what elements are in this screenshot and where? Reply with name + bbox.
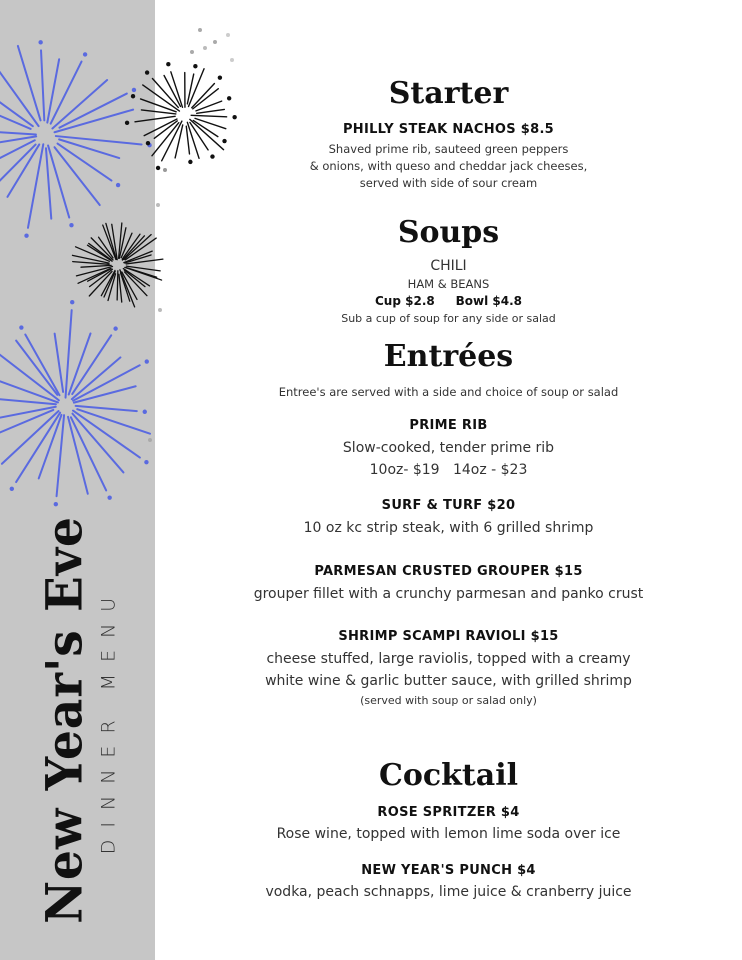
soup-item: HAM & BEANS xyxy=(407,277,490,291)
sidebar-title-block xyxy=(0,500,155,940)
menu-item-name: PHILLY STEAK NACHOS $8.5 xyxy=(342,122,555,137)
firework-blue-top-icon xyxy=(0,40,152,238)
section-title-cocktail: Cocktail xyxy=(378,758,519,793)
firework-blue-bottom-icon xyxy=(0,300,150,506)
menu-item-desc: Rose wine, topped with lemon lime soda over ice xyxy=(276,826,621,842)
menu-subtitle: DINNER MENU xyxy=(97,585,120,855)
menu-item-desc: white wine & garlic butter sauce, with grilled shrimp xyxy=(265,673,632,689)
menu-item-name: ROSE SPRITZER $4 xyxy=(377,805,520,820)
section-title-entrees: Entrées xyxy=(383,339,514,374)
menu-item-name: PARMESAN CRUSTED GROUPER $15 xyxy=(314,564,583,579)
menu-item-desc: Shaved prime rib, sauteed green peppers xyxy=(328,142,569,156)
firework-black-mid-icon xyxy=(72,223,162,307)
menu-item-name: SHRIMP SCAMPI RAVIOLI $15 xyxy=(338,629,559,644)
soup-note: Sub a cup of soup for any side or salad xyxy=(341,312,556,325)
section-title-starter: Starter xyxy=(388,76,509,111)
menu-item-name: SURF & TURF $20 xyxy=(381,498,516,513)
menu-item-desc: served with side of sour cream xyxy=(359,176,538,190)
menu-item-desc: vodka, peach schnapps, lime juice & cranberry juice xyxy=(265,884,632,900)
menu-item-desc: & onions, with queso and cheddar jack cheeses, xyxy=(309,159,588,173)
menu-item-name: PRIME RIB xyxy=(409,418,488,433)
menu-item-name: NEW YEAR'S PUNCH $4 xyxy=(361,863,536,878)
menu-title: New Year's Eve xyxy=(34,516,94,924)
section-title-soups: Soups xyxy=(397,215,500,250)
menu-item-desc: cheese stuffed, large raviolis, topped with a creamy xyxy=(266,651,631,667)
soup-item: CHILI xyxy=(430,258,467,274)
menu-content xyxy=(155,0,742,960)
soup-prices: Cup $2.8 Bowl $4.8 xyxy=(375,294,522,308)
menu-item-desc: Slow-cooked, tender prime rib xyxy=(342,440,555,456)
entrees-note: Entree's are served with a side and choice of soup or salad xyxy=(278,385,619,399)
menu-item-desc: 10oz- $19 14oz - $23 xyxy=(369,462,528,478)
menu-item-note: (served with soup or salad only) xyxy=(360,694,537,707)
menu-item-desc: 10 oz kc strip steak, with 6 grilled shrimp xyxy=(303,520,594,536)
menu-item-desc: grouper fillet with a crunchy parmesan and panko crust xyxy=(253,586,644,602)
